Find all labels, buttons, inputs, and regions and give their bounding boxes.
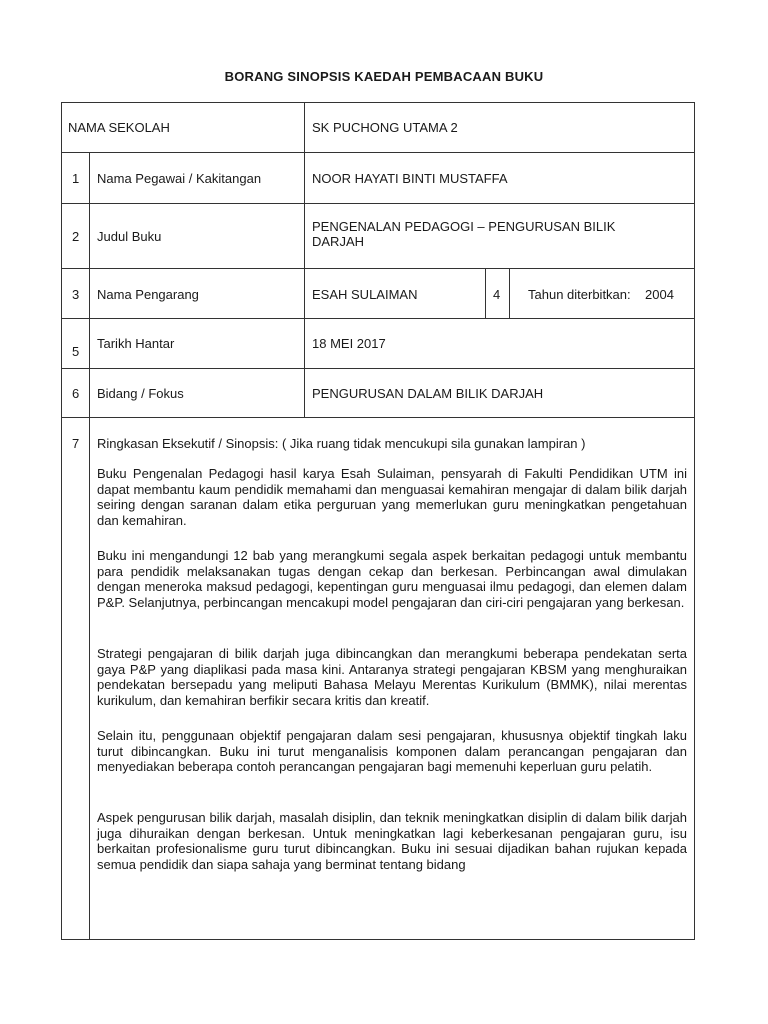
column-divider: [509, 268, 510, 318]
officer-name-label: Nama Pegawai / Kakitangan: [97, 171, 262, 186]
school-value: SK PUCHONG UTAMA 2: [312, 120, 458, 135]
row-divider: [61, 318, 695, 319]
row-number: 4: [493, 287, 501, 302]
row-number: 7: [72, 436, 80, 451]
row-divider: [61, 152, 695, 153]
year-published-label: Tahun diterbitkan:: [528, 287, 631, 302]
column-divider: [304, 102, 305, 417]
summary-paragraph: Buku ini mengandungi 12 bab yang merangkumi segala aspek berkaitan pedagogi untuk membantu para pendidik melaksanakan tugas dengan cekap dan berkesan. Perbincangan awal dimulakan dengan meneroka maksud pedagogi, kepentingan guru menguasai ilmu pedagogi, dan elemen dalam P&P. Selanjutnya, perbincangan mencakupi model pengajaran dan ciri-ciri pengajaran yang berkesan.: [97, 548, 687, 610]
row-number: 5: [72, 344, 80, 359]
row-number: 2: [72, 229, 80, 244]
row-number: 1: [72, 171, 80, 186]
field-focus-value: PENGURUSAN DALAM BILIK DARJAH: [312, 386, 544, 401]
submission-date-value: 18 MEI 2017: [312, 336, 386, 351]
summary-paragraph: Strategi pengajaran di bilik darjah juga dibincangkan dan merangkumi beberapa pendekatan serta gaya P&P yang diaplikasi pada masa kini. Antaranya strategi pengajaran KBSM yang menghuraikan pendekatan bersepadu yang meliputi Bahasa Melayu Merentas Kurikulum (BMMK), nilai merentas kurikulum, dan kemahiran berfikir secara kritis dan kreatif.: [97, 646, 687, 708]
form-title: BORANG SINOPSIS KAEDAH PEMBACAAN BUKU: [224, 69, 544, 84]
row-number: 3: [72, 287, 80, 302]
summary-paragraph: Selain itu, penggunaan objektif pengajaran dalam sesi pengajaran, khususnya objektif tingkah laku turut dibincangkan. Buku ini turut menganalisis komponen dalam perancangan pengajaran dan menyediakan beberapa contoh perancangan pengajaran bagi memenuhi keperluan guru pelatih.: [97, 728, 687, 774]
summary-heading: Ringkasan Eksekutif / Sinopsis: ( Jika ruang tidak mencukupi sila gunakan lampiran ): [97, 436, 586, 451]
officer-name-value: NOOR HAYATI BINTI MUSTAFFA: [312, 171, 508, 186]
summary-paragraph: Buku Pengenalan Pedagogi hasil karya Esah Sulaiman, pensyarah di Fakulti Pendidikan UTM ini dapat membantu kaum pendidik memahami dan menguasai kemahiran mengajar di dalam bilik darjah seiring dengan saranan dalam etika perguruan yang memerlukan guru meningkatkan pengetahuan dan kemahiran.: [97, 466, 687, 528]
submission-date-label: Tarikh Hantar: [97, 336, 175, 351]
column-divider: [485, 268, 486, 318]
row-divider: [61, 268, 695, 269]
row-divider: [61, 203, 695, 204]
book-title-value: PENGENALAN PEDAGOGI – PENGURUSAN BILIK DARJAH: [312, 219, 616, 249]
book-title-label: Judul Buku: [97, 229, 162, 244]
row-divider: [61, 417, 695, 418]
column-divider: [89, 152, 90, 940]
school-label: NAMA SEKOLAH: [68, 120, 170, 135]
author-value: ESAH SULAIMAN: [312, 287, 418, 302]
row-number: 6: [72, 386, 80, 401]
summary-paragraph: Aspek pengurusan bilik darjah, masalah disiplin, dan teknik meningkatkan disiplin di dalam bilik darjah juga dihuraikan dengan berkesan. Untuk meningkatkan lagi keberkesanan pengajaran guru, isu berkaitan profesionalisme guru turut dibincangkan. Buku ini sesuai dijadikan bahan rujukan kepada semua pendidik dan siapa sahaja yang berminat tentang bidang: [97, 810, 687, 872]
field-focus-label: Bidang / Fokus: [97, 386, 184, 401]
year-published-value: 2004: [645, 287, 674, 302]
author-label: Nama Pengarang: [97, 287, 199, 302]
row-divider: [61, 368, 695, 369]
